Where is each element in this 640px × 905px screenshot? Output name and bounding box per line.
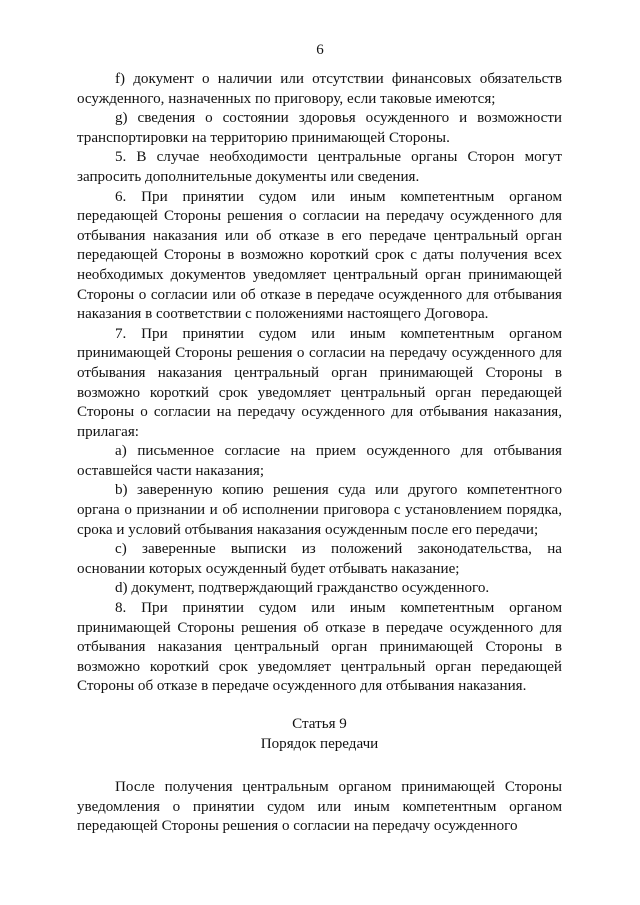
document-body [77, 70, 562, 837]
page-number: 6 [316, 42, 324, 58]
paragraph-item-b: b) заверенную копию решения суда или другого компетентного органа о признании и об исполнении приговора с установлением порядка, срока и условий отбывания наказания осужденным после его передачи; [77, 482, 562, 538]
paragraph-item-d: d) документ, подтверждающий гражданство осужденного. [115, 580, 490, 597]
paragraph-item-g: g) сведения о состоянии здоровья осужденного и возможности транспортировки на территорию принимающей Стороны. [77, 110, 562, 146]
paragraph-article-9-intro: После получения центральным органом принимающей Стороны уведомления о принятии судом или иным компетентным органом передающей Стороны решения о согласии на передачу осужденного [77, 779, 562, 835]
article-heading [77, 715, 562, 754]
paragraph-clause-7: 7. При принятии судом или иным компетентным органом принимающей Стороны решения о согласии на передачу осужденного для отбывания наказания центральный орган принимающей Стороны в возможно короткий срок уведомляет центральный орган передающей Стороны о согласии на передачу осужденного для отбывания наказания, прилагая: [77, 325, 562, 440]
paragraph-clause-5: 5. В случае необходимости центральные органы Сторон могут запросить дополнительные документы или сведения. [77, 149, 562, 185]
paragraph-clause-6: 6. При принятии судом или иным компетентным органом передающей Стороны решения о согласии на передачу осужденного для отбывания наказания или об отказе в его передаче центральный орган передающей Стороны в возможно короткий срок с даты получения всех необходимых документов уведомляет центральный орган принимающей Стороны о согласии или об отказе в передаче осужденного для отбывания наказания в соответствии с положениями настоящего Договора. [77, 188, 562, 323]
paragraph-clause-8: 8. При принятии судом или иным компетентным органом принимающей Стороны решения об отказе в передаче осужденного для отбывания наказания центральный орган принимающей Стороны в возможно короткий срок уведомляет центральный орган передающей Стороны об отказе в передаче осужденного для отбывания наказания. [77, 600, 562, 695]
article-number: Статья 9 [292, 716, 347, 732]
paragraph-item-a: a) письменное согласие на прием осужденного для отбывания оставшейся части наказания; [77, 443, 562, 479]
paragraph-item-f: f) документ о наличии или отсутствии финансовых обязательств осужденного, назначенных по приговору, если таковые имеются; [77, 71, 562, 107]
paragraph-item-c: c) заверенные выписки из положений законодательства, на основании которых осужденный будет отбывать наказание; [77, 541, 562, 577]
article-title: Порядок передачи [260, 735, 379, 752]
